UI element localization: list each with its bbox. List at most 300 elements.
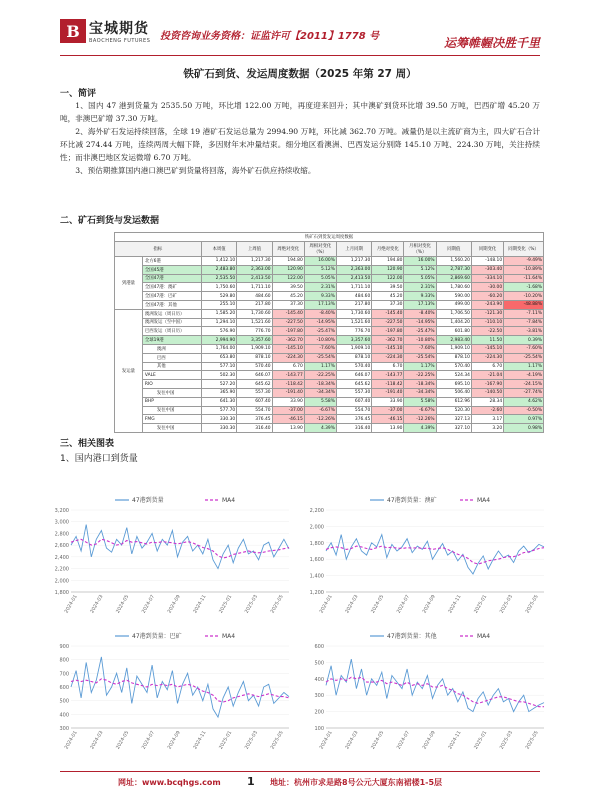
table-cell: 0.39%	[504, 336, 544, 345]
y-tick-label: 2,000	[309, 524, 324, 531]
table-cell: 1,711.10	[336, 283, 371, 292]
table-header-cell: 指标	[115, 242, 202, 257]
table-cell: -11.64%	[504, 274, 544, 283]
logo-mark: B	[60, 19, 86, 43]
x-tick-label: 2024-03	[345, 730, 360, 751]
table-cell: 28.34	[471, 397, 503, 406]
table-cell: -21.04	[471, 371, 503, 380]
table-cell: 641.30	[201, 397, 236, 406]
table-cell: 554.70	[237, 406, 272, 415]
table-cell: 5.12%	[304, 265, 336, 274]
logo-name-cn: 宝城期货	[89, 21, 149, 37]
table-row	[115, 371, 544, 380]
table-cell: -18.34%	[404, 380, 436, 389]
table-cell: 1,560.20	[436, 257, 471, 266]
chart-arrivals-brazil-svg	[45, 628, 295, 758]
table-cell: 217.80	[237, 300, 272, 309]
header-divider	[60, 55, 540, 56]
x-tick-label: 2024-07	[396, 594, 411, 615]
x-tick-label: 2024-09	[167, 594, 182, 615]
x-tick-label: 2025-05	[525, 594, 540, 615]
table-cell: 330.30	[201, 424, 236, 433]
table-cell: 316.40	[336, 424, 371, 433]
slogan-text: 运筹帷幄决胜千里	[443, 36, 540, 50]
table-group-label: 到港量	[115, 257, 143, 310]
legend-label-series: 47港到货量：其他	[387, 633, 437, 640]
table-cell: -22.25%	[404, 371, 436, 380]
y-tick-label: 2,200	[309, 508, 324, 514]
x-tick-label: 2024-03	[90, 594, 105, 615]
table-cell: 17.13%	[304, 300, 336, 309]
table-cell: -7.60%	[504, 344, 544, 353]
table-cell: -197.80	[272, 327, 304, 336]
legend-label-ma: MA4	[222, 497, 236, 504]
table-cell: -7.60%	[304, 344, 336, 353]
y-tick-label: 3,000	[54, 519, 69, 526]
x-tick-label: 2024-09	[167, 730, 182, 751]
table-cell: 1.17%	[404, 362, 436, 371]
table-cell: 646.07	[336, 371, 371, 380]
table-cell: -118.42	[372, 380, 404, 389]
legend-label-ma: MA4	[477, 633, 491, 640]
table-cell: 37.30	[272, 300, 304, 309]
table-cell: 1,764.00	[201, 344, 236, 353]
table-cell: 6.70	[372, 362, 404, 371]
y-tick-label: 300	[314, 693, 324, 700]
x-tick-label: 2024-05	[370, 730, 386, 751]
chart-arrivals-47-ports-svg	[45, 492, 295, 622]
table-cell: 554.70	[336, 406, 371, 415]
table-header-cell: 同期值	[436, 242, 471, 257]
table-cell: 577.70	[201, 406, 236, 415]
x-tick-label: 2025-05	[270, 730, 285, 751]
table-cell: -143.77	[272, 371, 304, 380]
y-tick-label: 500	[314, 660, 324, 667]
table-cell: 365.90	[201, 388, 236, 397]
table-cell: -167.90	[471, 380, 503, 389]
table-cell: -37.00	[272, 406, 304, 415]
y-tick-label: 700	[59, 671, 69, 678]
chart-legend	[370, 632, 490, 640]
table-row	[115, 265, 544, 274]
y-tick-label: 600	[314, 644, 324, 650]
table-cell: -46.15	[272, 415, 304, 424]
summary-paragraph-2: 2、海外矿石发运持续回落，全球 19 港矿石发运总量为 2994.90 万吨，环比减 362.70 万吨。减量仍是以主流矿商为主，四大矿石合计环比减 274.44 万吨，连续两周大幅下降，多因财年末冲量结束。细分地区看澳洲、巴西发运分别降 145.10 万吨、224.30 万吨，关注持续性；而非澳巴地区发运微增 6.70 万吨。	[60, 127, 540, 162]
table-cell: 529.80	[201, 292, 236, 301]
table-cell: 1.17%	[304, 362, 336, 371]
table-cell: 3,357.60	[237, 336, 272, 345]
table-cell: -362.70	[372, 336, 404, 345]
table-row-label: 巴西	[142, 353, 201, 362]
chart-legend	[370, 496, 490, 504]
table-cell: -8.40%	[404, 309, 436, 318]
table-cell: -224.30	[372, 353, 404, 362]
table-cell: -362.70	[272, 336, 304, 345]
table-cell: -197.80	[372, 327, 404, 336]
footer-divider	[60, 771, 540, 772]
data-table-wrapper	[114, 232, 544, 433]
table-cell: -334.10	[471, 274, 503, 283]
table-row-label: FMG	[142, 415, 201, 424]
table-body	[115, 257, 544, 433]
table-row	[115, 344, 544, 353]
table-cell: 4.39%	[304, 424, 336, 433]
y-tick-label: 400	[314, 676, 324, 683]
table-cell: 120.90	[272, 265, 304, 274]
table-cell: 327.10	[436, 424, 471, 433]
table-cell: 1,730.60	[237, 309, 272, 318]
table-row-label: 其他	[142, 362, 201, 371]
x-tick-label: 2025-03	[499, 730, 514, 751]
table-cell: -140.50	[471, 388, 503, 397]
series-line	[326, 535, 544, 574]
table-cell: 13.90	[272, 424, 304, 433]
table-cell: -10.89%	[504, 265, 544, 274]
y-tick-label: 3,200	[54, 508, 69, 514]
table-cell: -12.26%	[304, 415, 336, 424]
table-cell: -60.20	[471, 292, 503, 301]
section-3-subheading: 1、国内港口到货量	[60, 454, 138, 464]
table-cell: -8.40%	[304, 309, 336, 318]
y-tick-label: 500	[59, 698, 69, 705]
x-tick-label: 2024-11	[448, 594, 463, 615]
x-tick-label: 2024-05	[115, 594, 131, 615]
table-cell: 5.05%	[304, 274, 336, 283]
y-tick-label: 200	[314, 709, 324, 716]
table-row	[115, 300, 544, 309]
table-cell: 576.90	[201, 327, 236, 336]
table-cell: -14.95%	[404, 318, 436, 327]
table-row	[115, 283, 544, 292]
table-cell: 255.10	[201, 300, 236, 309]
table-cell: 1,585.20	[201, 309, 236, 318]
table-cell: 4.39%	[404, 424, 436, 433]
table-cell: -27.74%	[504, 388, 544, 397]
table-row	[115, 362, 544, 371]
table-cell: -7.11%	[504, 309, 544, 318]
x-tick-label: 2024-07	[141, 730, 156, 751]
table-row	[115, 415, 544, 424]
x-tick-label: 2024-05	[370, 594, 386, 615]
table-row	[115, 406, 544, 415]
table-cell: 327.13	[436, 415, 471, 424]
table-cell: 1,909.10	[237, 344, 272, 353]
chart-arrivals-other	[300, 628, 550, 758]
summary-paragraph-3: 3、预估期推算国内港口澳巴矿到货量将回落，海外矿石供应持续收缩。	[75, 166, 316, 175]
series-line	[71, 525, 289, 569]
table-cell: 570.40	[237, 362, 272, 371]
table-cell: -121.30	[471, 309, 503, 318]
table-cell: 590.00	[436, 292, 471, 301]
table-cell: 122.00	[272, 274, 304, 283]
table-row	[115, 388, 544, 397]
report-title: 铁矿石到货、发运周度数据（2025 年第 27 周）	[183, 68, 417, 80]
table-cell: 217.80	[336, 300, 371, 309]
table-cell: 3.17	[471, 415, 503, 424]
x-tick-label: 2024-11	[193, 594, 208, 615]
x-tick-label: 2025-01	[473, 594, 489, 615]
table-cell: -12.26%	[404, 415, 436, 424]
table-cell: -30.00	[471, 283, 503, 292]
legend-label-ma: MA4	[477, 497, 491, 504]
table-header-cell: 上月同期	[336, 242, 371, 257]
table-cell: -243.90	[471, 300, 503, 309]
table-cell: -303.40	[471, 265, 503, 274]
table-header-cell: 周相对变化（%）	[304, 242, 336, 257]
table-cell: 776.70	[237, 327, 272, 336]
table-cell: -25.47%	[304, 327, 336, 336]
table-cell: 45.20	[272, 292, 304, 301]
x-tick-label: 2024-01	[319, 594, 334, 615]
table-row	[115, 353, 544, 362]
table-cell: 2,413.50	[237, 274, 272, 283]
y-tick-label: 2,800	[54, 531, 69, 538]
table-cell: 6.70	[471, 362, 503, 371]
table-cell: 16.00%	[304, 257, 336, 266]
table-cell: 45.20	[372, 292, 404, 301]
y-tick-label: 1,800	[309, 540, 324, 547]
table-cell: 520.30	[436, 406, 471, 415]
table-cell: 2,787.30	[436, 265, 471, 274]
table-cell: -25.47%	[404, 327, 436, 336]
table-cell: 653.80	[201, 353, 236, 362]
table-cell: 5.05%	[404, 274, 436, 283]
table-cell: -145.10	[471, 344, 503, 353]
table-cell: -34.34%	[404, 388, 436, 397]
table-row-label: 发往中国	[142, 388, 201, 397]
table-cell: -34.34%	[304, 388, 336, 397]
table-cell: 194.80	[272, 257, 304, 266]
table-cell: 645.62	[237, 380, 272, 389]
x-tick-label: 2024-11	[193, 730, 208, 751]
table-cell: 1,217.30	[336, 257, 371, 266]
table-header-cell: 上周值	[237, 242, 272, 257]
table-cell: 1,750.60	[201, 283, 236, 292]
y-tick-label: 400	[59, 712, 69, 719]
table-cell: 502.30	[201, 371, 236, 380]
table-cell: 5.58%	[304, 397, 336, 406]
table-cell: 5.58%	[404, 397, 436, 406]
table-cell: 2,483.80	[201, 265, 236, 274]
table-cell: 33.90	[272, 397, 304, 406]
table-cell: 376.45	[237, 415, 272, 424]
table-cell: 0.97%	[504, 415, 544, 424]
chart-legend	[115, 632, 235, 640]
y-tick-label: 1,400	[309, 573, 324, 580]
table-cell: 484.60	[237, 292, 272, 301]
x-tick-label: 2024-11	[448, 730, 463, 751]
table-cell: 557.30	[336, 388, 371, 397]
table-cell: -48.88%	[504, 300, 544, 309]
table-row-label: 北方6港	[142, 257, 201, 266]
table-cell: 16.00%	[404, 257, 436, 266]
table-cell: 570.40	[336, 362, 371, 371]
table-header-row	[115, 242, 544, 257]
x-tick-label: 2024-05	[115, 730, 131, 751]
table-caption: 铁矿石到货发运周度数据	[115, 233, 544, 242]
y-tick-label: 1,200	[309, 590, 324, 596]
table-cell: 646.07	[237, 371, 272, 380]
table-row-label: 澳洲发运（周日历）	[142, 309, 201, 318]
table-cell: 2,983.40	[436, 336, 471, 345]
x-tick-label: 2024-03	[90, 730, 105, 751]
table-cell: -10.20%	[504, 292, 544, 301]
x-tick-label: 2024-03	[345, 594, 360, 615]
x-tick-label: 2024-01	[64, 594, 79, 615]
table-cell: 1,730.60	[336, 309, 371, 318]
chart-arrivals-australia	[300, 492, 550, 622]
table-cell: -14.95%	[304, 318, 336, 327]
table-cell: -4.19%	[504, 371, 544, 380]
summary-paragraph-1: 1、国内 47 港到货量为 2535.50 万吨，环比增 122.00 万吨，再度迎来回升；其中澳矿到货环比增 39.50 万吨，巴西矿增 45.20 万吨，非澳巴矿增 37.30 万吨。	[60, 101, 540, 123]
table-cell: 1,412.10	[201, 257, 236, 266]
table-cell: -10.80%	[304, 336, 336, 345]
table-cell: 607.40	[336, 397, 371, 406]
table-cell: -46.15	[372, 415, 404, 424]
table-cell: -191.40	[272, 388, 304, 397]
table-cell: 1,521.60	[237, 318, 272, 327]
table-cell: 2.31%	[304, 283, 336, 292]
table-cell: -145.40	[372, 309, 404, 318]
x-tick-label: 2024-01	[319, 730, 334, 751]
table-cell: 9.33%	[304, 292, 336, 301]
table-cell: 1,909.10	[436, 344, 471, 353]
table-row-label: 全国47港：其他	[142, 300, 201, 309]
table-cell: -148.10	[471, 257, 503, 266]
table-cell: 527.20	[201, 380, 236, 389]
table-cell: 17.13%	[404, 300, 436, 309]
footer-website[interactable]: 网址：www.bcqhgs.com	[118, 778, 221, 787]
table-cell: -18.34%	[304, 380, 336, 389]
x-tick-label: 2025-01	[218, 730, 234, 751]
x-tick-label: 2024-07	[396, 730, 411, 751]
x-tick-label: 2025-01	[218, 594, 234, 615]
table-row	[115, 424, 544, 433]
table-cell: -110.10	[471, 318, 503, 327]
table-cell: -6.67%	[404, 406, 436, 415]
table-cell: -224.30	[272, 353, 304, 362]
table-cell: 194.80	[372, 257, 404, 266]
table-cell: -6.67%	[304, 406, 336, 415]
table-cell: 122.00	[372, 274, 404, 283]
y-tick-label: 300	[59, 726, 69, 732]
table-cell: 39.50	[272, 283, 304, 292]
qualification-text: 投资咨询业务资格：证监许可【2011】1778 号	[160, 31, 380, 42]
table-cell: 577.10	[201, 362, 236, 371]
x-tick-label: 2025-05	[525, 730, 540, 751]
table-header-cell: 月绝对变化	[372, 242, 404, 257]
table-cell: 557.30	[237, 388, 272, 397]
table-cell: -3.81%	[504, 327, 544, 336]
table-cell: 2,994.90	[201, 336, 236, 345]
x-tick-label: 2025-05	[270, 594, 285, 615]
y-tick-label: 800	[59, 657, 69, 664]
table-cell: -2.60	[471, 406, 503, 415]
section-3-heading: 三、相关图表	[60, 439, 115, 449]
table-cell: -22.50	[471, 327, 503, 336]
page-header	[0, 0, 600, 62]
legend-label-ma: MA4	[222, 633, 236, 640]
table-cell: 0.98%	[504, 424, 544, 433]
table-cell: 4.62%	[504, 397, 544, 406]
table-row-label: 全国47港：巴矿	[142, 292, 201, 301]
table-cell: -10.80%	[404, 336, 436, 345]
table-header-cell: 同期变化（%）	[504, 242, 544, 257]
legend-label-series: 47港到货量：巴矿	[132, 633, 182, 640]
summary-text	[60, 99, 540, 177]
table-row-label: RIO	[142, 380, 201, 389]
table-cell: -37.00	[372, 406, 404, 415]
table-cell: 484.60	[336, 292, 371, 301]
table-row-label: 澳洲发运（至中国）	[142, 318, 201, 327]
table-cell: -24.15%	[504, 380, 544, 389]
table-row	[115, 274, 544, 283]
series-line	[326, 659, 544, 712]
table-cell: 878.10	[336, 353, 371, 362]
table-cell: 9.33%	[404, 292, 436, 301]
table-cell: -145.10	[272, 344, 304, 353]
section-1-heading: 一、简评	[60, 89, 97, 99]
y-tick-label: 2,400	[54, 554, 69, 561]
table-cell: -7.84%	[504, 318, 544, 327]
table-cell: -145.40	[272, 309, 304, 318]
table-row	[115, 397, 544, 406]
table-cell: 612.96	[436, 397, 471, 406]
table-row-label: 发往中国	[142, 424, 201, 433]
table-cell: 570.40	[436, 362, 471, 371]
table-cell: 1,909.10	[336, 344, 371, 353]
table-cell: 376.45	[336, 415, 371, 424]
table-cell: 2,413.50	[336, 274, 371, 283]
section-2-heading: 二、矿石到货与发运数据	[60, 216, 160, 226]
y-tick-label: 600	[59, 685, 69, 691]
table-cell: -25.54%	[504, 353, 544, 362]
y-tick-label: 2,000	[54, 578, 69, 585]
chart-arrivals-other-svg	[300, 628, 550, 758]
ma4-line	[71, 679, 289, 702]
table-cell: 6.70	[272, 362, 304, 371]
x-tick-label: 2025-03	[244, 594, 259, 615]
table-cell: -1.68%	[504, 283, 544, 292]
table-row	[115, 327, 544, 336]
table-group-label: 发运量	[115, 309, 143, 432]
table-cell: 5.12%	[404, 265, 436, 274]
table-row-label: 全国47港：澳矿	[142, 283, 201, 292]
table-cell: -227.50	[372, 318, 404, 327]
table-row-label: 全球19港	[142, 336, 201, 345]
table-cell: 878.10	[436, 353, 471, 362]
table-row-label: 全国45港	[142, 265, 201, 274]
table-cell: -22.25%	[304, 371, 336, 380]
table-cell: 1,780.60	[436, 283, 471, 292]
logo-name-en: BAOCHENG FUTURES	[89, 38, 151, 44]
chart-arrivals-47-ports	[45, 492, 295, 622]
table-cell: 776.70	[336, 327, 371, 336]
page-number: 1	[247, 775, 255, 788]
x-tick-label: 2025-01	[473, 730, 489, 751]
table-cell: 499.00	[436, 300, 471, 309]
legend-label-series: 47港到货量	[132, 497, 164, 504]
table-header-cell: 月相对变化（%）	[404, 242, 436, 257]
table-row	[115, 292, 544, 301]
table-row-label: 巴西发运（周日历）	[142, 327, 201, 336]
table-cell: -191.40	[372, 388, 404, 397]
table-cell: 1,294.10	[201, 318, 236, 327]
table-cell: 645.62	[336, 380, 371, 389]
y-tick-label: 900	[59, 644, 69, 650]
table-cell: 1,711.10	[237, 283, 272, 292]
table-cell: 2,535.50	[201, 274, 236, 283]
